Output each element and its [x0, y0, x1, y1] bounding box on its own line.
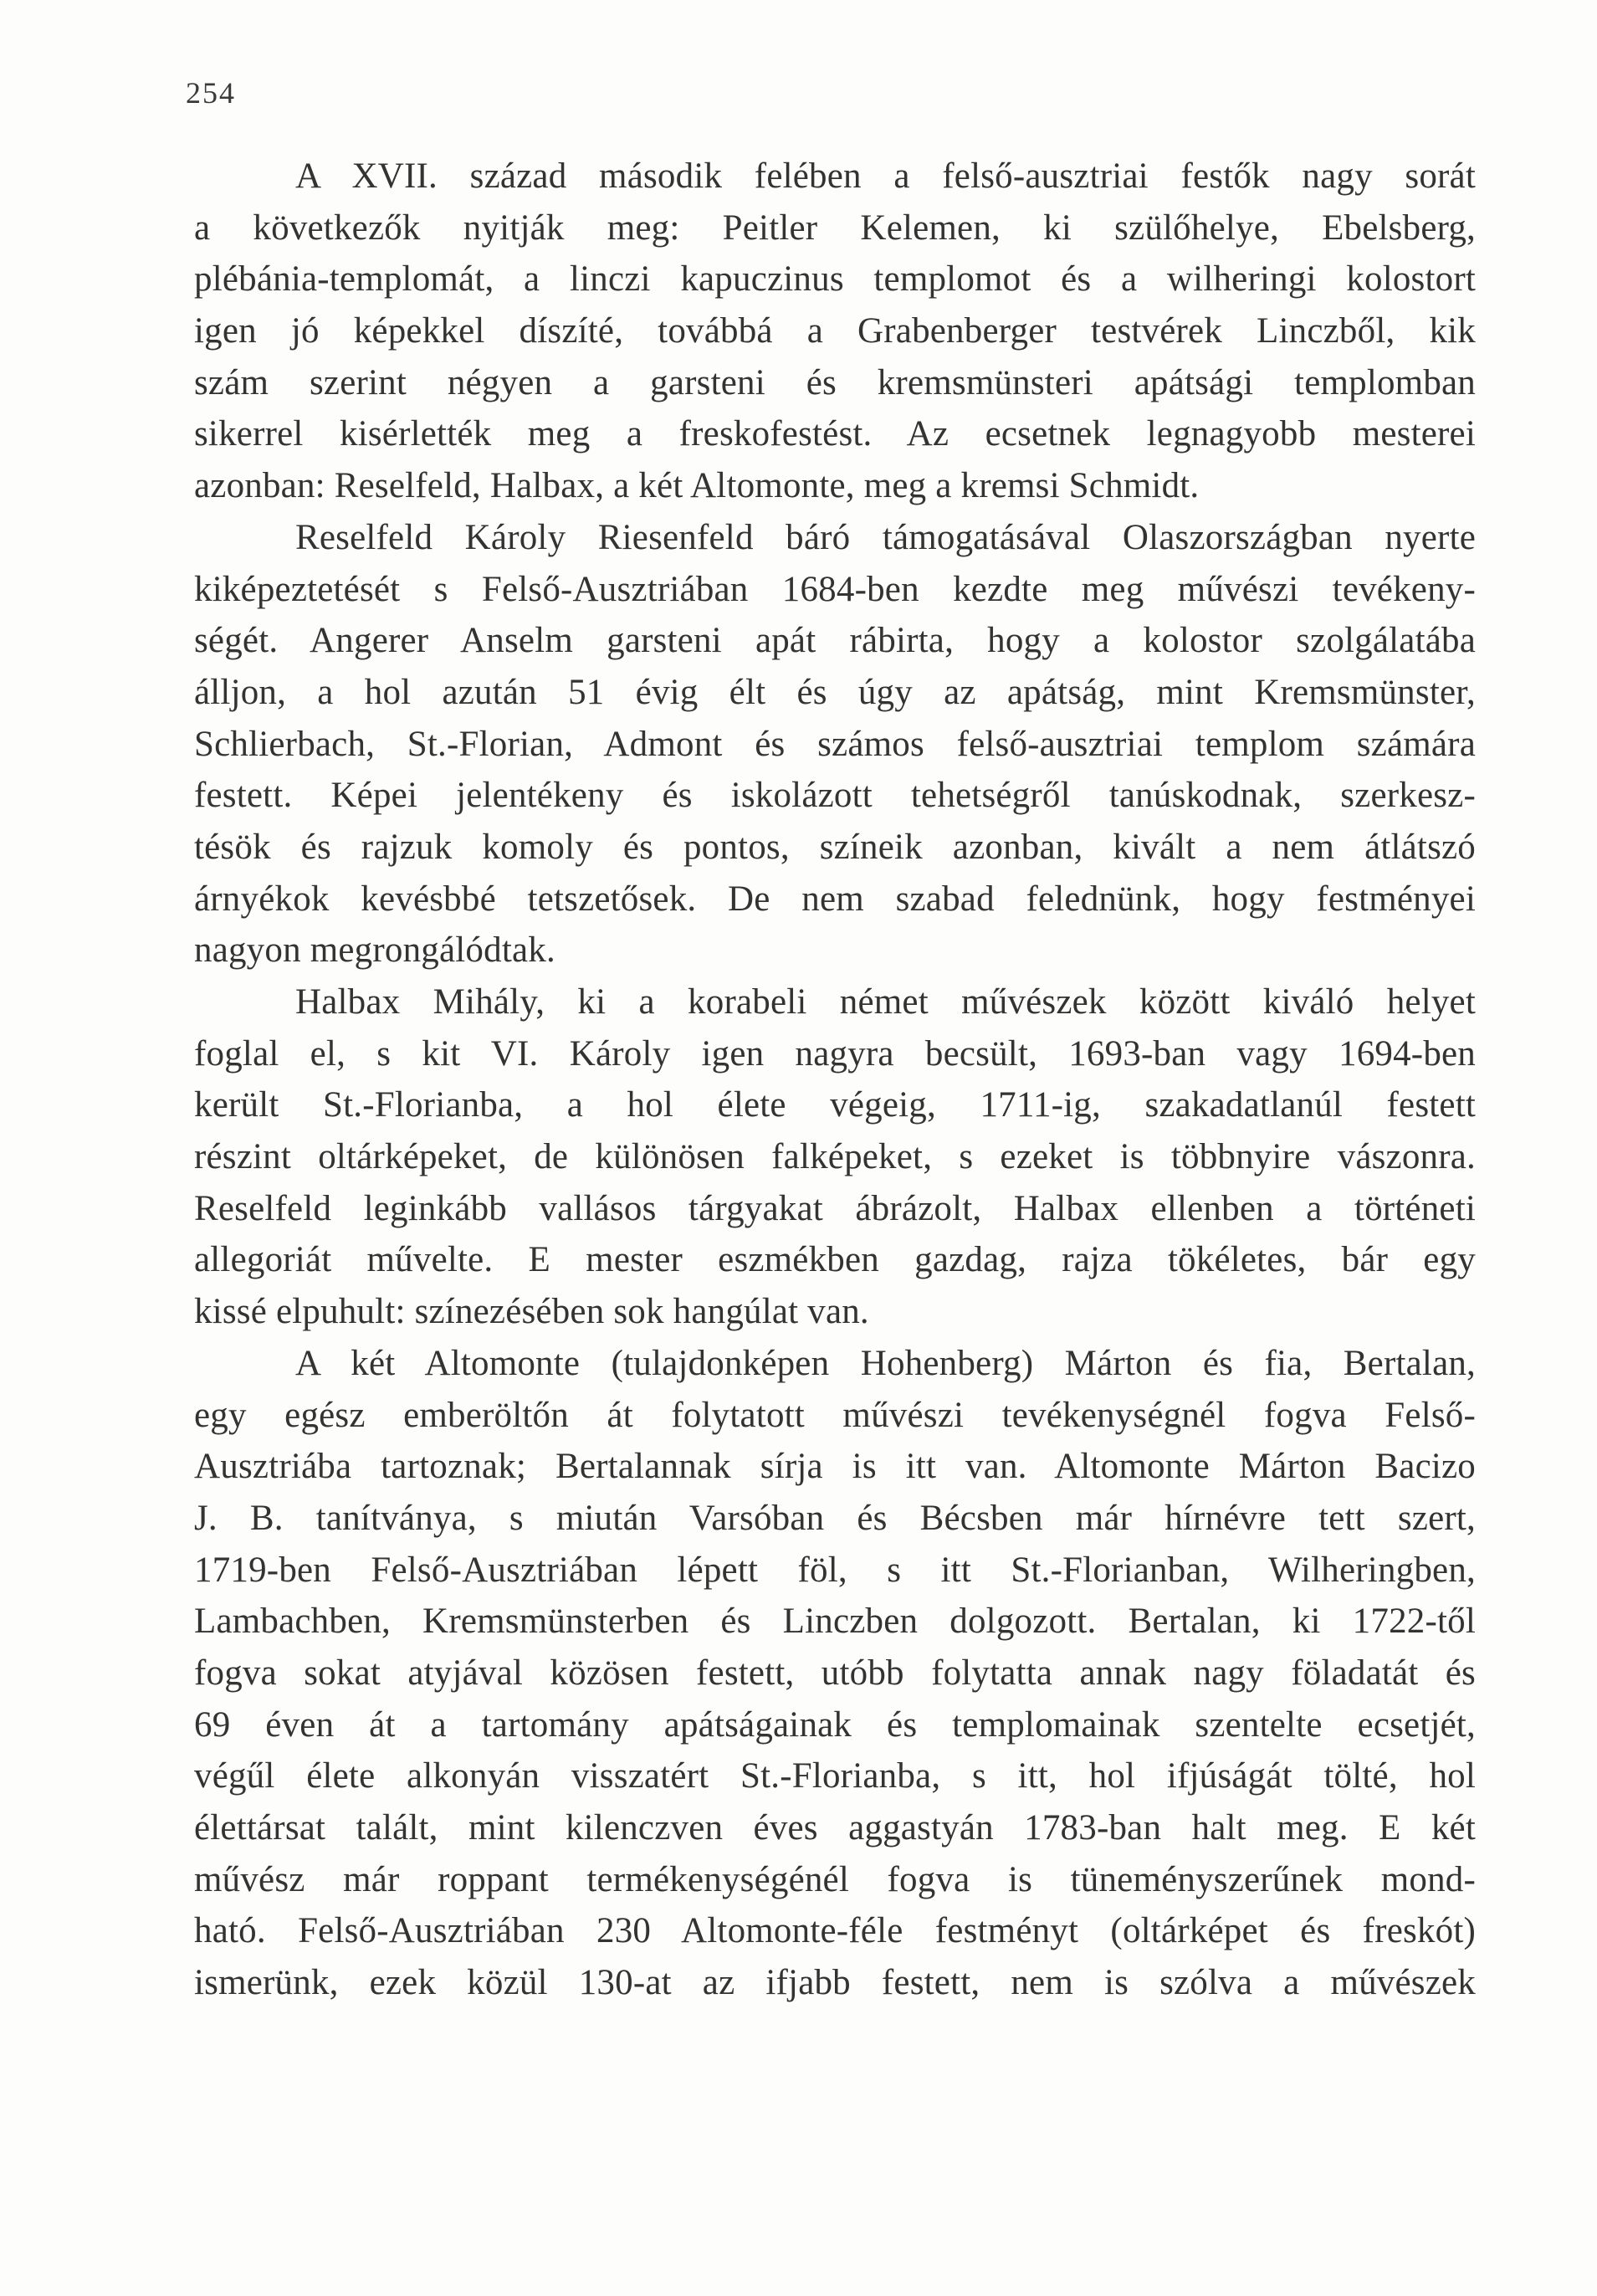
text-line: ségét. Angerer Anselm garsteni apát rábirta, hogy a kolostor szolgálatába [194, 621, 1476, 661]
paragraph-2 [194, 512, 1476, 976]
text-line: igen jó képekkel díszíté, továbbá a Grabenberger testvérek Linczből, kik [194, 311, 1476, 351]
text-line: szám szerint négyen a garsteni és kremsmünsteri apátsági templomban [194, 362, 1476, 402]
text-line: plébánia-templomát, a linczi kapuczinus templomot és a wilheringi kolostort [194, 259, 1476, 300]
text-line: allegoriát művelte. E mester eszmékben gazdag, rajza tökéletes, bár egy [194, 1240, 1476, 1280]
text-line: Halbax Mihály, ki a korabeli német művészek között kiváló helyet [295, 982, 1476, 1022]
text-line: a következők nyitják meg: Peitler Kelemen, ki szülőhelye, Ebelsberg, [194, 208, 1476, 248]
paragraph-1 [194, 151, 1476, 512]
text-line: Reselfeld Károly Riesenfeld báró támogatásával Olaszországban nyerte [295, 517, 1476, 557]
text-line: A két Altomonte (tulajdonképen Hohenberg) Márton és fia, Bertalan, [295, 1343, 1476, 1383]
text-line: ható. Felső-Ausztriában 230 Altomonte-féle festményt (oltárképet és freskót) [194, 1911, 1476, 1951]
text-line: sikerrel kisérlették meg a freskofestést. Az ecsetnek legnagyobb mesterei [194, 414, 1476, 454]
text-line: művész már roppant termékenységénél fogva is tüneményszerűnek mond- [194, 1859, 1476, 1899]
text-line: Ausztriába tartoznak; Bertalannak sírja is itt van. Altomonte Márton Bacizo [194, 1447, 1476, 1487]
text-line: 1719-ben Felső-Ausztriában lépett föl, s itt St.-Florianban, Wilheringben, [194, 1550, 1476, 1590]
text-line: kiképeztetését s Felső-Ausztriában 1684-ben kezdte meg művészi tevékeny- [194, 569, 1476, 609]
text-line: nagyon megrongálódtak. [194, 930, 555, 971]
paragraph-3 [194, 976, 1476, 1338]
text-line: azonban: Reselfeld, Halbax, a két Altomonte, meg a kremsi Schmidt. [194, 466, 1200, 506]
text-line: kissé elpuhult: színezésében sok hangúlat van. [194, 1292, 869, 1332]
text-line: J. B. tanítványa, s miután Varsóban és Bécsben már hírnévre tett szert, [194, 1498, 1476, 1538]
text-line: festett. Képei jelentékeny és iskolázott tehetségről tanúskodnak, szerkesz- [194, 776, 1476, 816]
text-line: tésök és rajzuk komoly és pontos, színeik azonban, kivált a nem átlátszó [194, 827, 1476, 867]
paragraph-4 [194, 1338, 1476, 2009]
text-line: foglal el, s kit VI. Károly igen nagyra becsült, 1693-ban vagy 1694-ben [194, 1033, 1476, 1074]
text-line: ismerünk, ezek közül 130-at az ifjabb festett, nem is szólva a művészek [194, 1963, 1476, 2003]
text-line: Lambachben, Kremsmünsterben és Linczben dolgozott. Bertalan, ki 1722-től [194, 1602, 1476, 1642]
text-line: Reselfeld leginkább vallásos tárgyakat ábrázolt, Halbax ellenben a történeti [194, 1188, 1476, 1228]
body-text [194, 151, 1476, 2009]
text-line: élettársat talált, mint kilenczven éves aggastyán 1783-ban halt meg. E két [194, 1808, 1476, 1848]
text-line: került St.-Florianba, a hol élete végeig, 1711-ig, szakadatlanúl festett [194, 1085, 1476, 1125]
text-line: egy egész emberöltőn át folytatott művészi tevékenységnél fogva Felső- [194, 1395, 1476, 1435]
text-line: Schlierbach, St.-Florian, Admont és számos felső-ausztriai templom számára [194, 724, 1476, 764]
text-line: végűl élete alkonyán visszatért St.-Florianba, s itt, hol ifjúságát tölté, hol [194, 1756, 1476, 1796]
text-line: fogva sokat atyjával közösen festett, utóbb folytatta annak nagy föladatát és [194, 1653, 1476, 1693]
text-line: árnyékok kevésbbé tetszetősek. De nem szabad felednünk, hogy festményei [194, 879, 1476, 919]
page-number: 254 [186, 76, 236, 110]
text-line: 69 éven át a tartomány apátságainak és templomainak szentelte ecsetjét, [194, 1704, 1476, 1745]
text-line: A XVII. század második felében a felső-ausztriai festők nagy sorát [295, 156, 1476, 196]
text-line: részint oltárképeket, de különösen falképeket, s ezeket is többnyire vászonra. [194, 1137, 1476, 1177]
text-line: álljon, a hol azután 51 évig élt és úgy az apátság, mint Kremsmünster, [194, 672, 1476, 712]
